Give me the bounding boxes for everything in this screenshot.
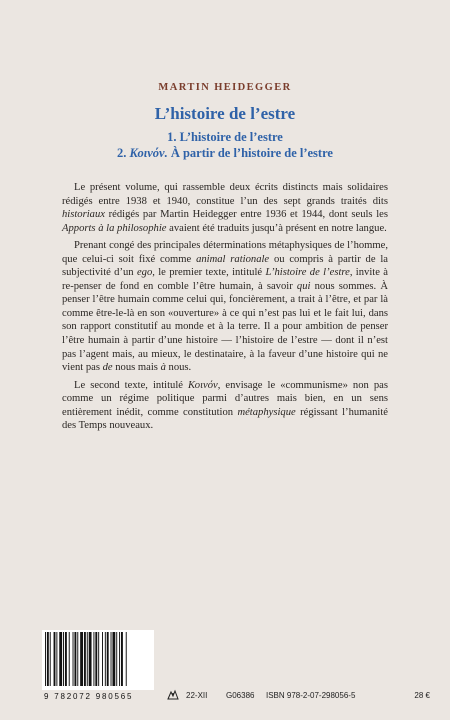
barcode-digits: 9 782072 980565 bbox=[44, 692, 134, 701]
barcode-bar bbox=[50, 632, 51, 686]
book-title: L’histoire de l’estre bbox=[154, 104, 296, 123]
blurb-paragraph-3: Le second texte, intitulé Κοινόν, envisage le «communisme» non pas comme un régime politique parmi d’autres mais bien, en un sens entièrement inédit, comme constitution métaphysique régissant l’humanité des Temps nouveaux. bbox=[62, 379, 388, 432]
barcode-bar bbox=[107, 632, 109, 686]
barcode-bar bbox=[98, 632, 99, 686]
barcode-bar bbox=[63, 632, 64, 686]
barcode-bar bbox=[116, 632, 117, 686]
barcode-bar bbox=[59, 632, 62, 686]
barcode-bar bbox=[112, 632, 115, 686]
barcode-bar bbox=[45, 632, 46, 686]
barcode-bar bbox=[74, 632, 76, 686]
isbn: ISBN 978-2-07-298056-5 bbox=[266, 691, 356, 700]
subtitle-2-number: 2. bbox=[117, 146, 127, 160]
subtitle-2-text: À partir de l’histoire de l’estre bbox=[170, 146, 333, 160]
barcode-bar bbox=[121, 632, 123, 686]
blurb-paragraph-1: Le présent volume, qui rassemble deux écrits distincts mais solidaires rédigés entre 1938 et 1940, constitue l’un des sept grands traités dits historiaux rédigés par Martin Heidegger entre 1936 et 1944, dont seuls les Apports à la philosophie avaient été traduits jusqu’à présent en notre langue. bbox=[62, 182, 388, 234]
price: 28 € bbox=[414, 691, 430, 700]
barcode-bar bbox=[119, 632, 120, 686]
barcode-bar bbox=[95, 632, 97, 686]
barcode-bar bbox=[126, 632, 127, 686]
barcode-bar bbox=[93, 632, 94, 686]
barcode-bar bbox=[73, 632, 74, 686]
barcode-bar bbox=[89, 632, 92, 686]
barcode-bar bbox=[111, 632, 112, 686]
barcode-bar bbox=[56, 632, 57, 686]
barcode-bar bbox=[77, 632, 78, 686]
barcode-bar bbox=[47, 632, 49, 686]
publisher-logo-icon bbox=[166, 689, 180, 701]
barcode-bar bbox=[69, 632, 70, 686]
edition-code: 22-XII bbox=[186, 691, 208, 700]
barcode-bar bbox=[105, 632, 106, 686]
barcode-bar bbox=[54, 632, 56, 686]
barcode bbox=[42, 630, 154, 690]
barcode-bar bbox=[102, 632, 103, 686]
subtitle-2 bbox=[0, 145, 450, 161]
reference-code: G06386 bbox=[226, 691, 255, 700]
author-name: MARTIN HEIDEGGER bbox=[158, 82, 292, 93]
blurb-text bbox=[62, 181, 388, 437]
subtitle-2-greek: Κοινόν. bbox=[129, 146, 168, 160]
blurb-paragraph-2: Prenant congé des principales déterminations métaphysiques de l’homme, que celui-ci soit fixé comme animal rationale ou compris à partir de la subjectivité d’un ego, le premier texte, intitulé L’histoire de l’estre, invite à re-penser de fond en comble l’être humain, à savoir qui nous sommes. À penser l’être humain comme celui qui, foncièrement, a trait à l’être, et par là comme être-le-là en son «ouverture» à ce qui n’est pas lui et le fait lui, dans son rapport constitutif au monde et à la terre. Il a pour ambition de penser l’être humain à partir d’une histoire — l’histoire de l’estre — dont il n’est pas l’agent mais, au mieux, le destinataire, à la faveur d’une histoire qui ne vient pas de nous mais à nous. bbox=[62, 240, 389, 374]
barcode-bar bbox=[80, 632, 83, 686]
subtitle-1: 1. L’histoire de l’estre bbox=[167, 130, 283, 144]
barcode-bar bbox=[84, 632, 86, 686]
subtitles bbox=[0, 129, 450, 161]
barcode-bar bbox=[65, 632, 67, 686]
barcode-bar bbox=[87, 632, 88, 686]
